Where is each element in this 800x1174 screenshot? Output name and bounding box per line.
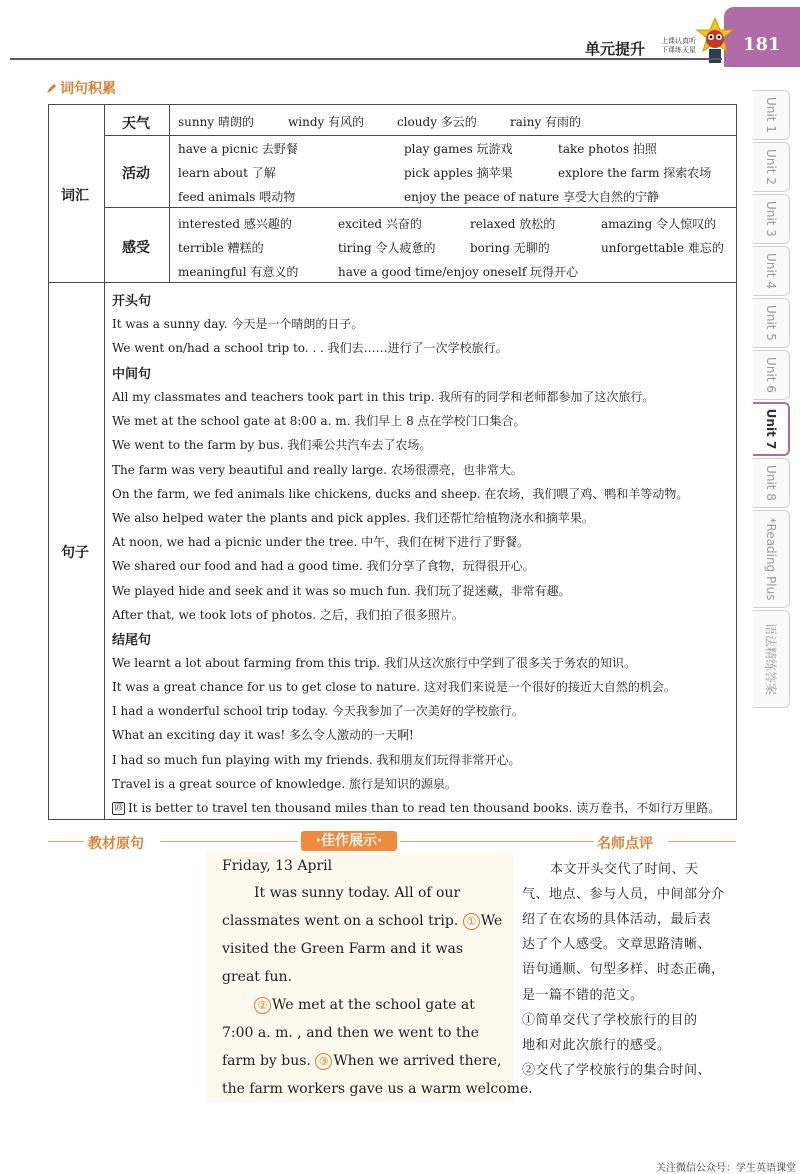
category-feelings: 感受 — [122, 240, 150, 256]
grid-line — [104, 105, 105, 282]
tab-unit-6[interactable] — [753, 350, 790, 400]
essay-date: Friday, 13 April — [222, 858, 333, 874]
tab-label: Unit 5 — [764, 305, 778, 341]
essay-line: the farm workers gave us a warm welcome. — [222, 1081, 533, 1097]
grid-line — [49, 282, 737, 283]
sentence-line: On the farm, we fed animals like chickens, ducks and sheep. 在农场，我们喂了鸡、鸭和羊等动物。 — [112, 487, 689, 501]
comment-line: 达了个人感受。文章思路清晰、 — [522, 937, 712, 952]
label-textbook-sentences: 教材原句 — [88, 836, 144, 852]
sentence-line: We went to the farm by bus. 我们乘公共汽车去了农场。 — [112, 438, 432, 452]
tab-label: 语法精练答案 — [763, 622, 778, 696]
vocab-item: meaningful 有意义的 — [178, 265, 299, 279]
essay-line: visited the Green Farm and it was — [222, 941, 464, 957]
grid-line — [104, 135, 737, 136]
vocab-item: explore the farm 探索农场 — [558, 166, 712, 180]
ending-title: 结尾句 — [112, 633, 152, 648]
vocab-item: rainy 有雨的 — [510, 115, 582, 129]
middle-title: 中间句 — [112, 367, 152, 382]
vocab-item: amazing 令人惊叹的 — [601, 217, 717, 231]
sentence-line: At noon, we had a picnic under the tree. 中午，我们在树下进行了野餐。 — [112, 535, 530, 549]
essay-line — [254, 997, 475, 1014]
sentence-line: It was a great chance for us to get close to nature. 这对我们来说是一个很好的接近大自然的机会。 — [112, 680, 676, 694]
sentence-line: We played hide and seek and it was so much fun. 我们玩了捉迷藏，非常有趣。 — [112, 584, 571, 598]
vocab-item: learn about 了解 — [178, 166, 276, 180]
model-essay — [206, 852, 533, 1102]
sentence-line: What an exciting day it was! 多么令人激动的一天啊! — [112, 728, 414, 742]
tab-unit-2[interactable] — [753, 142, 790, 192]
header-divider — [10, 58, 722, 60]
comment-line: 是一篇不错的范文。 — [522, 988, 644, 1003]
sentence-line: We shared our food and had a good time. 我们分享了食物，玩得很开心。 — [112, 559, 535, 573]
vocab-item: terrible 糟糕的 — [178, 241, 264, 255]
header-title: 单元提升 — [585, 40, 646, 58]
vocab-label: 词汇 — [61, 188, 89, 204]
tab-unit-3[interactable] — [753, 194, 790, 244]
comment-line: 绍了在农场的具体活动，最后表 — [522, 912, 712, 927]
header-subtitle-line1: 上课认真听 — [661, 37, 696, 45]
label-teacher-comment: 名师点评 — [597, 836, 653, 852]
vocab-item: take photos 拍照 — [558, 142, 657, 156]
sentence-line: It was a sunny day. 今天是一个晴朗的日子。 — [112, 317, 364, 331]
sentence-line: We met at the school gate at 8:00 a. m. 我们早上 8 点在学校门口集合。 — [112, 414, 526, 428]
pencil-icon — [46, 83, 57, 94]
header-subtitle — [661, 37, 696, 55]
tab-unit-8[interactable] — [753, 458, 790, 508]
vocab-item: excited 兴奋的 — [338, 217, 422, 231]
comment-line: 语句通顺、句型多样、时态正确， — [522, 962, 725, 977]
essay-line: great fun. — [222, 969, 293, 985]
bar-line — [48, 841, 84, 842]
marker-3: ③ — [315, 1053, 332, 1070]
vocab-item: play games 玩游戏 — [404, 142, 513, 156]
tab-unit-7[interactable] — [753, 402, 790, 456]
vocab-item: interested 感兴趣的 — [178, 217, 292, 231]
vocab-sentence-table — [48, 104, 737, 820]
vocab-item: windy 有风的 — [288, 115, 365, 129]
essay-line — [222, 1053, 501, 1070]
sentence-line: We went on/had a school trip to. . . 我们去……进行了一次学校旅行。 — [112, 341, 508, 355]
tab-label: Unit 4 — [764, 253, 778, 289]
essay-line — [222, 913, 502, 930]
sentence-line: I had so much fun playing with my friends. 我和朋友们玩得非常开心。 — [112, 753, 521, 767]
grid-line — [169, 105, 170, 282]
tab-label: Unit 7 — [763, 408, 778, 450]
sentence-line: All my classmates and teachers took part in this trip. 我所有的同学和老师都参加了这次旅行。 — [112, 390, 655, 404]
essay-text: classmates went on a school trip. — [222, 913, 459, 929]
sentence-line: Travel is a great source of knowledge. 旅行是知识的源泉。 — [112, 777, 458, 791]
essay-text: We met at the school gate at — [272, 997, 475, 1013]
vocab-item: cloudy 多云的 — [397, 115, 477, 129]
category-activities: 活动 — [122, 166, 150, 182]
proverb-text: It is better to travel ten thousand miles than to read ten thousand books. 读万卷书，不如行万里路。 — [128, 801, 721, 815]
proverb-line — [112, 799, 720, 816]
marker-1: ① — [463, 913, 480, 930]
opening-title: 开头句 — [112, 294, 152, 309]
footer-note: 关注微信公众号：学生英语课堂 — [656, 1163, 796, 1174]
tab-label: Unit 1 — [764, 97, 778, 133]
vocab-item: boring 无聊的 — [470, 241, 550, 255]
sentence-line: I had a wonderful school trip today. 今天我参加了一次美好的学校旅行。 — [112, 704, 524, 718]
tab-label: Unit 2 — [764, 149, 778, 185]
tab-unit-1[interactable] — [753, 90, 790, 140]
bar-line — [668, 841, 736, 842]
sentence-line: After that, we took lots of photos. 之后，我们拍了很多照片。 — [112, 608, 464, 622]
label-model-essay: ·佳作展示· — [301, 831, 397, 851]
essay-text: We — [480, 913, 503, 929]
comment-line: 气、地点、参与人员，中间部分介 — [522, 887, 725, 902]
sentence-line: We also helped water the plants and pick apples. 我们还帮忙给植物浇水和摘苹果。 — [112, 511, 594, 525]
essay-line: It was sunny today. All of our — [254, 885, 461, 901]
tab-unit-4[interactable] — [753, 246, 790, 296]
sentences-label: 句子 — [61, 545, 89, 561]
vocab-item: unforgettable 难忘的 — [601, 241, 724, 255]
essay-line: 7:00 a. m. , and then we went to the — [222, 1025, 479, 1041]
section-title: 词句积累 — [60, 81, 116, 97]
vocab-item: pick apples 摘苹果 — [404, 166, 513, 180]
vocab-item: enjoy the peace of nature 享受大自然的宁静 — [404, 190, 659, 204]
comment-line: 本文开头交代了时间、天 — [550, 862, 699, 877]
tab-unit-5[interactable] — [753, 298, 790, 348]
tab-label: Unit 6 — [764, 357, 778, 393]
header-subtitle-line2: 下课练天星 — [661, 46, 696, 54]
vocab-item: have a picnic 去野餐 — [178, 142, 298, 156]
tab-label: Unit 8 — [764, 465, 778, 501]
comment-line: ②交代了学校旅行的集合时间、 — [522, 1063, 712, 1078]
proverb-icon: 谚 — [113, 803, 123, 813]
tab-grammar-answers[interactable] — [753, 610, 790, 708]
grid-line — [104, 282, 105, 820]
marker-2: ② — [254, 997, 271, 1014]
comment-line: 地和对此次旅行的感受。 — [522, 1038, 671, 1053]
essay-text: farm by bus. — [222, 1053, 311, 1069]
sentence-line: The farm was very beautiful and really large. 农场很漂亮，也非常大。 — [112, 463, 523, 477]
tab-label: *Reading Plus — [764, 517, 778, 601]
tab-reading-plus[interactable] — [753, 510, 790, 608]
comment-line: ①简单交代了学校旅行的目的 — [522, 1013, 698, 1028]
category-weather: 天气 — [122, 116, 150, 132]
bar-line — [400, 841, 594, 842]
section-heading — [46, 78, 116, 98]
tab-label: Unit 3 — [764, 201, 778, 237]
vocab-item: relaxed 放松的 — [470, 217, 556, 231]
page-number: 181 — [743, 34, 781, 55]
vocab-item: tiring 令人疲惫的 — [338, 241, 436, 255]
grid-line — [104, 207, 737, 208]
essay-text: When we arrived there, — [333, 1053, 502, 1069]
bar-line — [160, 841, 298, 842]
sentence-line: We learnt a lot about farming from this trip. 我们从这次旅行中学到了很多关于务农的知识。 — [112, 656, 636, 670]
vocab-item: have a good time/enjoy oneself 玩得开心 — [338, 265, 579, 279]
vocab-item: feed animals 喂动物 — [178, 190, 296, 204]
vocab-item: sunny 晴朗的 — [178, 115, 254, 129]
